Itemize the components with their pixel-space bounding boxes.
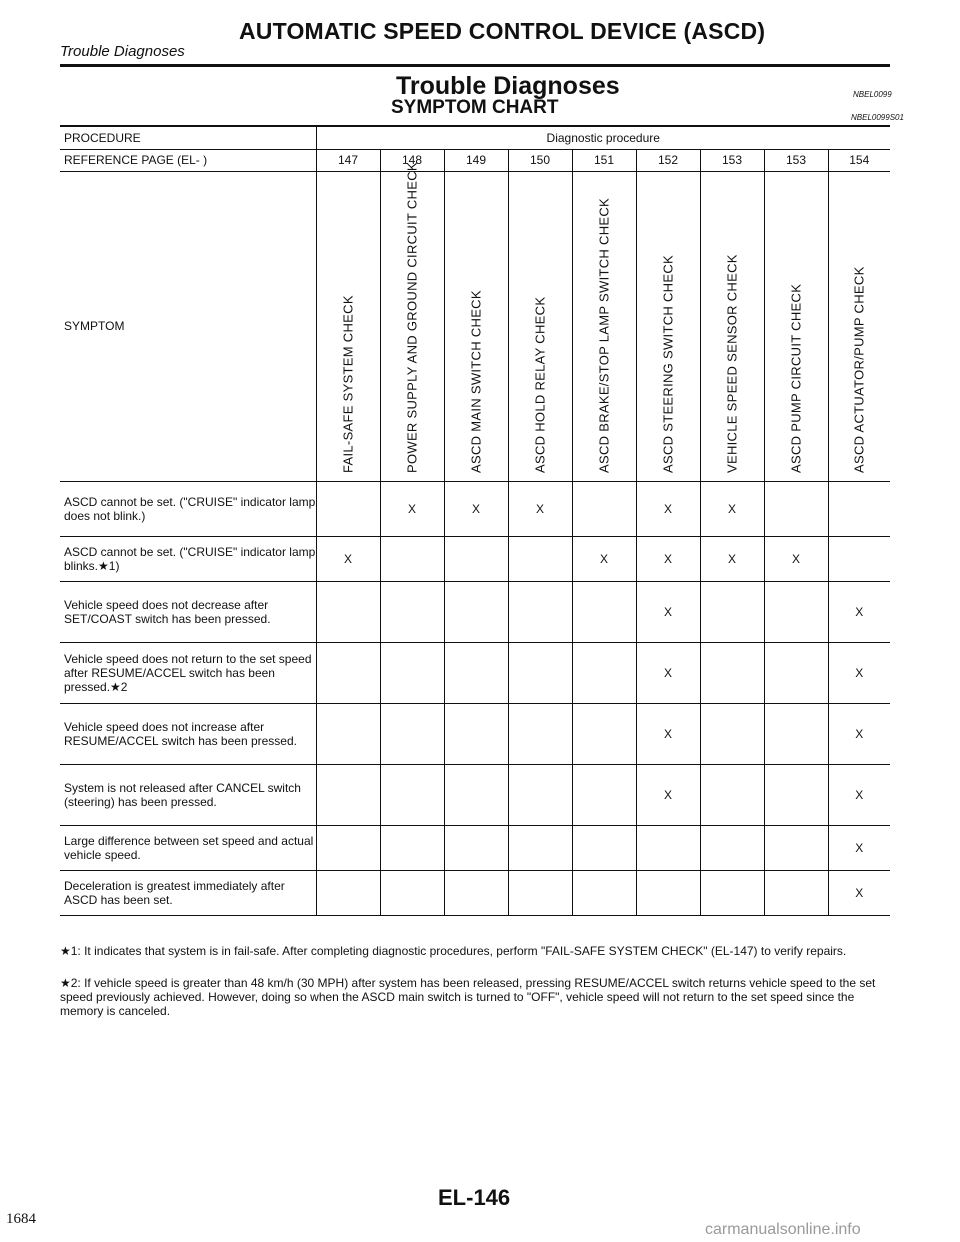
mark-cell	[380, 581, 444, 642]
mark-cell	[572, 581, 636, 642]
mark-cell	[444, 536, 508, 581]
mark-cell	[828, 536, 890, 581]
mark-cell	[316, 642, 380, 703]
procedure-name: ASCD BRAKE/STOP LAMP SWITCH CHECK	[596, 197, 612, 473]
mark-cell	[572, 703, 636, 764]
procedure-name: FAIL-SAFE SYSTEM CHECK	[340, 294, 356, 473]
reference-page-cell: 148	[380, 149, 444, 171]
reference-page-label: REFERENCE PAGE (EL- )	[60, 149, 316, 171]
procedure-header-cell	[380, 161, 444, 481]
mark-cell: X	[444, 481, 508, 536]
mark-cell	[316, 825, 380, 870]
mark-cell	[636, 870, 700, 915]
mark-cell	[508, 536, 572, 581]
mark-cell	[700, 870, 764, 915]
table-row	[60, 870, 890, 915]
section-label: Trouble Diagnoses	[60, 43, 185, 60]
mark-cell	[444, 764, 508, 825]
mark-cell	[380, 870, 444, 915]
footnote-2: ★2: If vehicle speed is greater than 48 km/h (30 MPH) after system has been released, pressing RESUME/ACCEL switch returns vehicle speed to the set speed previously achieved. However, doing so when the ASCD main switch is turned to "OFF", vehicle speed will not return to the set speed since the memory is canceled.	[60, 976, 876, 1018]
mark-cell	[508, 642, 572, 703]
mark-cell	[764, 825, 828, 870]
reference-page-cell: 151	[572, 149, 636, 171]
symptom-text: Large difference between set speed and actual vehicle speed.	[60, 825, 316, 870]
symptom-text: Vehicle speed does not return to the set speed after RESUME/ACCEL switch has been pressed.★2	[60, 642, 316, 703]
procedure-header-cell	[444, 171, 508, 481]
mark-cell	[380, 536, 444, 581]
table-row	[60, 581, 890, 642]
table-row	[60, 481, 890, 536]
procedure-header-cell	[572, 171, 636, 481]
mark-cell	[572, 825, 636, 870]
mark-cell	[764, 870, 828, 915]
mark-cell: X	[380, 481, 444, 536]
mark-cell	[508, 703, 572, 764]
mark-cell	[380, 642, 444, 703]
mark-cell	[764, 642, 828, 703]
mark-cell	[700, 825, 764, 870]
mark-cell	[700, 764, 764, 825]
symptom-label: SYMPTOM	[60, 171, 316, 481]
mark-cell: X	[700, 481, 764, 536]
header-rule	[60, 64, 890, 67]
mark-cell: X	[828, 825, 890, 870]
procedure-header-cell	[508, 171, 572, 481]
footnote-1: ★1: It indicates that system is in fail-safe. After completing diagnostic procedures, perform "FAIL-SAFE SYSTEM CHECK" (EL-147) to verify repairs.	[60, 944, 847, 958]
mark-cell	[444, 642, 508, 703]
mark-cell	[508, 764, 572, 825]
table-row	[60, 536, 890, 581]
mark-cell	[508, 825, 572, 870]
symptom-text: Vehicle speed does not increase after RESUME/ACCEL switch has been pressed.	[60, 703, 316, 764]
mark-cell	[316, 581, 380, 642]
reference-subcode: NBEL0099S01	[851, 113, 904, 122]
mark-cell: X	[636, 642, 700, 703]
mark-cell: X	[316, 536, 380, 581]
symptom-text: Deceleration is greatest immediately after ASCD has been set.	[60, 870, 316, 915]
mark-cell	[764, 703, 828, 764]
mark-cell	[316, 481, 380, 536]
mark-cell	[700, 703, 764, 764]
procedure-header-cell	[828, 171, 890, 481]
procedure-name: ASCD STEERING SWITCH CHECK	[660, 254, 676, 473]
mark-cell: X	[636, 536, 700, 581]
reference-page-cell: 152	[636, 149, 700, 171]
mark-cell: X	[828, 642, 890, 703]
document-title: AUTOMATIC SPEED CONTROL DEVICE (ASCD)	[239, 18, 766, 44]
mark-cell	[572, 481, 636, 536]
mark-cell: X	[572, 536, 636, 581]
symptom-chart-table	[60, 127, 890, 916]
table-row	[60, 642, 890, 703]
symptom-text: ASCD cannot be set. ("CRUISE" indicator lamp blinks.★1)	[60, 536, 316, 581]
mark-cell: X	[508, 481, 572, 536]
reference-page-cell: 150	[508, 149, 572, 171]
mark-cell	[700, 642, 764, 703]
mark-cell: X	[764, 536, 828, 581]
procedure-name: ASCD HOLD RELAY CHECK	[532, 296, 548, 473]
mark-cell	[380, 825, 444, 870]
procedure-name: POWER SUPPLY AND GROUND CIRCUIT CHECK	[404, 161, 420, 473]
side-page-number: 1684	[6, 1211, 36, 1227]
mark-cell	[444, 581, 508, 642]
table-row	[60, 703, 890, 764]
procedure-name: ASCD ACTUATOR/PUMP CHECK	[851, 265, 867, 473]
mark-cell	[316, 870, 380, 915]
mark-cell	[700, 581, 764, 642]
watermark: carmanualsonline.info	[705, 1221, 861, 1238]
reference-page-cell: 149	[444, 149, 508, 171]
table-row	[60, 764, 890, 825]
reference-page-cell: 147	[316, 149, 380, 171]
page-title: Trouble Diagnoses	[396, 72, 620, 100]
mark-cell	[572, 764, 636, 825]
mark-cell: X	[700, 536, 764, 581]
mark-cell	[572, 870, 636, 915]
mark-cell	[380, 764, 444, 825]
mark-cell	[444, 825, 508, 870]
mark-cell	[764, 481, 828, 536]
mark-cell: X	[636, 703, 700, 764]
procedure-label: PROCEDURE	[64, 130, 141, 145]
symptom-text: ASCD cannot be set. ("CRUISE" indicator lamp does not blink.)	[60, 481, 316, 536]
table-row	[60, 825, 890, 870]
mark-cell	[636, 825, 700, 870]
mark-cell: X	[636, 481, 700, 536]
procedure-header-cell	[764, 171, 828, 481]
procedure-header-cell	[700, 171, 764, 481]
mark-cell: X	[828, 870, 890, 915]
mark-cell	[444, 703, 508, 764]
symptom-text: Vehicle speed does not decrease after SET/COAST switch has been pressed.	[60, 581, 316, 642]
procedure-name: ASCD MAIN SWITCH CHECK	[468, 289, 484, 473]
procedure-header-cell	[316, 171, 380, 481]
procedure-header-cell	[636, 171, 700, 481]
mark-cell	[380, 703, 444, 764]
mark-cell	[444, 870, 508, 915]
mark-cell	[508, 581, 572, 642]
procedure-name: ASCD PUMP CIRCUIT CHECK	[788, 283, 804, 473]
mark-cell: X	[828, 581, 890, 642]
symptom-text: System is not released after CANCEL switch (steering) has been pressed.	[60, 764, 316, 825]
mark-cell	[316, 703, 380, 764]
reference-page-cell: 154	[828, 149, 890, 171]
mark-cell: X	[636, 764, 700, 825]
mark-cell: X	[636, 581, 700, 642]
reference-page-cell: 153	[700, 149, 764, 171]
reference-page-cell: 153	[764, 149, 828, 171]
mark-cell	[508, 870, 572, 915]
mark-cell	[764, 581, 828, 642]
page-number: EL-146	[438, 1185, 511, 1210]
mark-cell	[316, 764, 380, 825]
procedure-name: VEHICLE SPEED SENSOR CHECK	[724, 253, 740, 473]
reference-code: NBEL0099	[853, 90, 892, 99]
mark-cell: X	[828, 703, 890, 764]
mark-cell	[572, 642, 636, 703]
chart-subtitle: SYMPTOM CHART	[391, 97, 559, 118]
mark-cell: X	[828, 764, 890, 825]
mark-cell	[828, 481, 890, 536]
procedure-value: Diagnostic procedure	[316, 127, 890, 149]
mark-cell	[764, 764, 828, 825]
